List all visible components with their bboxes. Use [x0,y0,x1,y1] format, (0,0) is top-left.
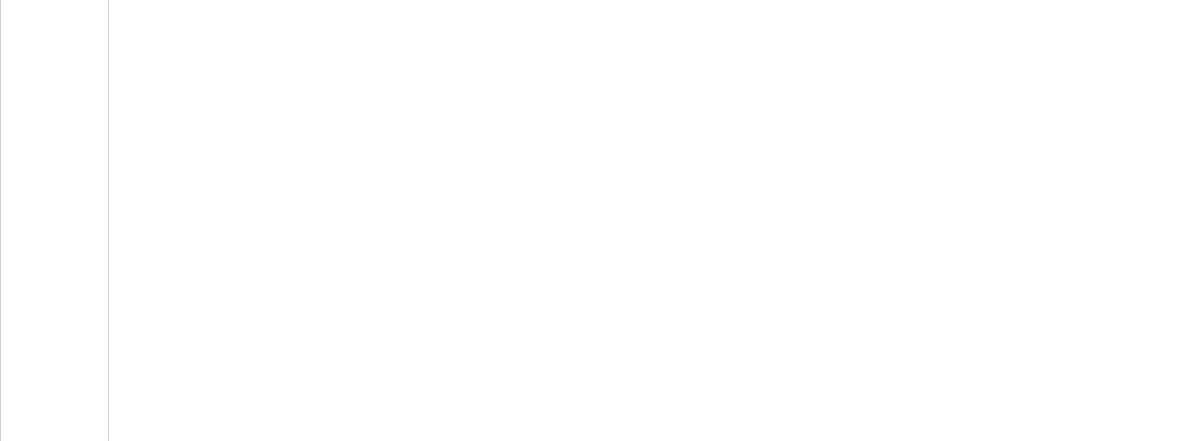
column-divider [108,0,109,441]
column-divider [0,0,1,441]
